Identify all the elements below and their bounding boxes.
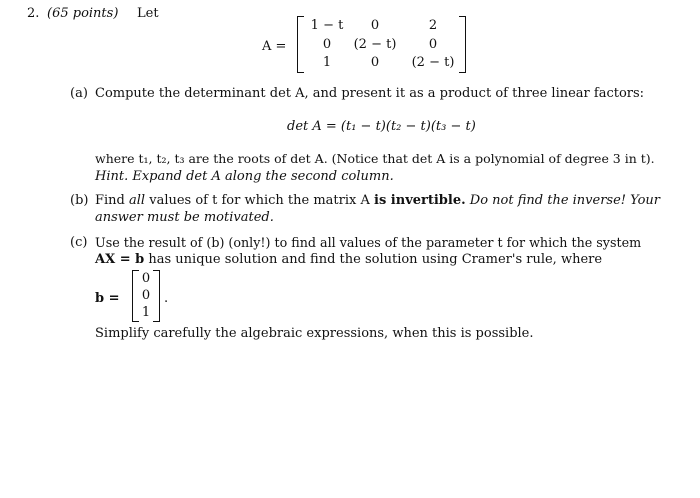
part-c-label: (c) — [70, 235, 88, 250]
matrix-cell: 2 — [428, 18, 438, 33]
matrix-cell: (2 − t) — [411, 55, 455, 70]
vector-cell: 0 — [141, 271, 151, 286]
part-a-followup: where t₁, t₂, t₃ are the roots of det A. (Notice that det A is a polynomial of degree 3 in t). — [95, 151, 655, 166]
vector-b-period: . — [164, 291, 169, 306]
matrix-cell: 0 — [428, 37, 438, 52]
part-c-line-1: Use the result of (b) (only!) to find all values of the parameter t for which the system — [95, 235, 642, 250]
part-a-hint: Hint. Expand det A along the second column. — [95, 169, 394, 184]
matrix-cell: 0 — [370, 18, 380, 33]
matrix-cell: 1 — [322, 55, 332, 70]
part-b-text-1: Find — [95, 193, 125, 208]
part-c-line-2 — [95, 252, 602, 268]
part-c-system: AX = b — [95, 252, 145, 267]
part-b-line-2: answer must be motivated. — [95, 210, 274, 225]
matrix-a — [297, 16, 466, 73]
vector-b — [132, 270, 160, 322]
part-a-text: Compute the determinant det A, and present it as a product of three linear factors: — [95, 86, 645, 101]
part-b-text-4: is invertible. — [374, 193, 466, 208]
part-b-text-5: Do not find the inverse! Your — [469, 193, 661, 208]
vector-cell: 1 — [141, 305, 151, 320]
problem-points: (65 points) — [47, 6, 119, 21]
part-a-formula: det A = (t₁ − t)(t₂ − t)(t₃ − t) — [287, 119, 476, 134]
part-b-text-3: values of t for which the matrix A — [149, 193, 370, 208]
problem-lead: Let — [137, 6, 159, 21]
matrix-cell: (2 − t) — [353, 37, 397, 52]
matrix-cell: 0 — [322, 37, 332, 52]
part-b-text-2: all — [129, 193, 146, 208]
part-c-line-2-text: has unique solution and find the solution using Cramer's rule, where — [148, 252, 603, 267]
matrix-cell: 0 — [370, 55, 380, 70]
problem-number: 2. — [27, 6, 40, 21]
part-c-closing: Simplify carefully the algebraic expressions, when this is possible. — [95, 326, 534, 341]
matrix-cell: 1 − t — [310, 18, 344, 33]
part-b-label: (b) — [70, 193, 89, 208]
matrix-a-label: A = — [262, 39, 287, 54]
part-b-line-1 — [95, 193, 660, 209]
vector-cell: 0 — [141, 288, 151, 303]
vector-b-label: b = — [95, 291, 120, 306]
part-a-label: (a) — [70, 86, 88, 101]
